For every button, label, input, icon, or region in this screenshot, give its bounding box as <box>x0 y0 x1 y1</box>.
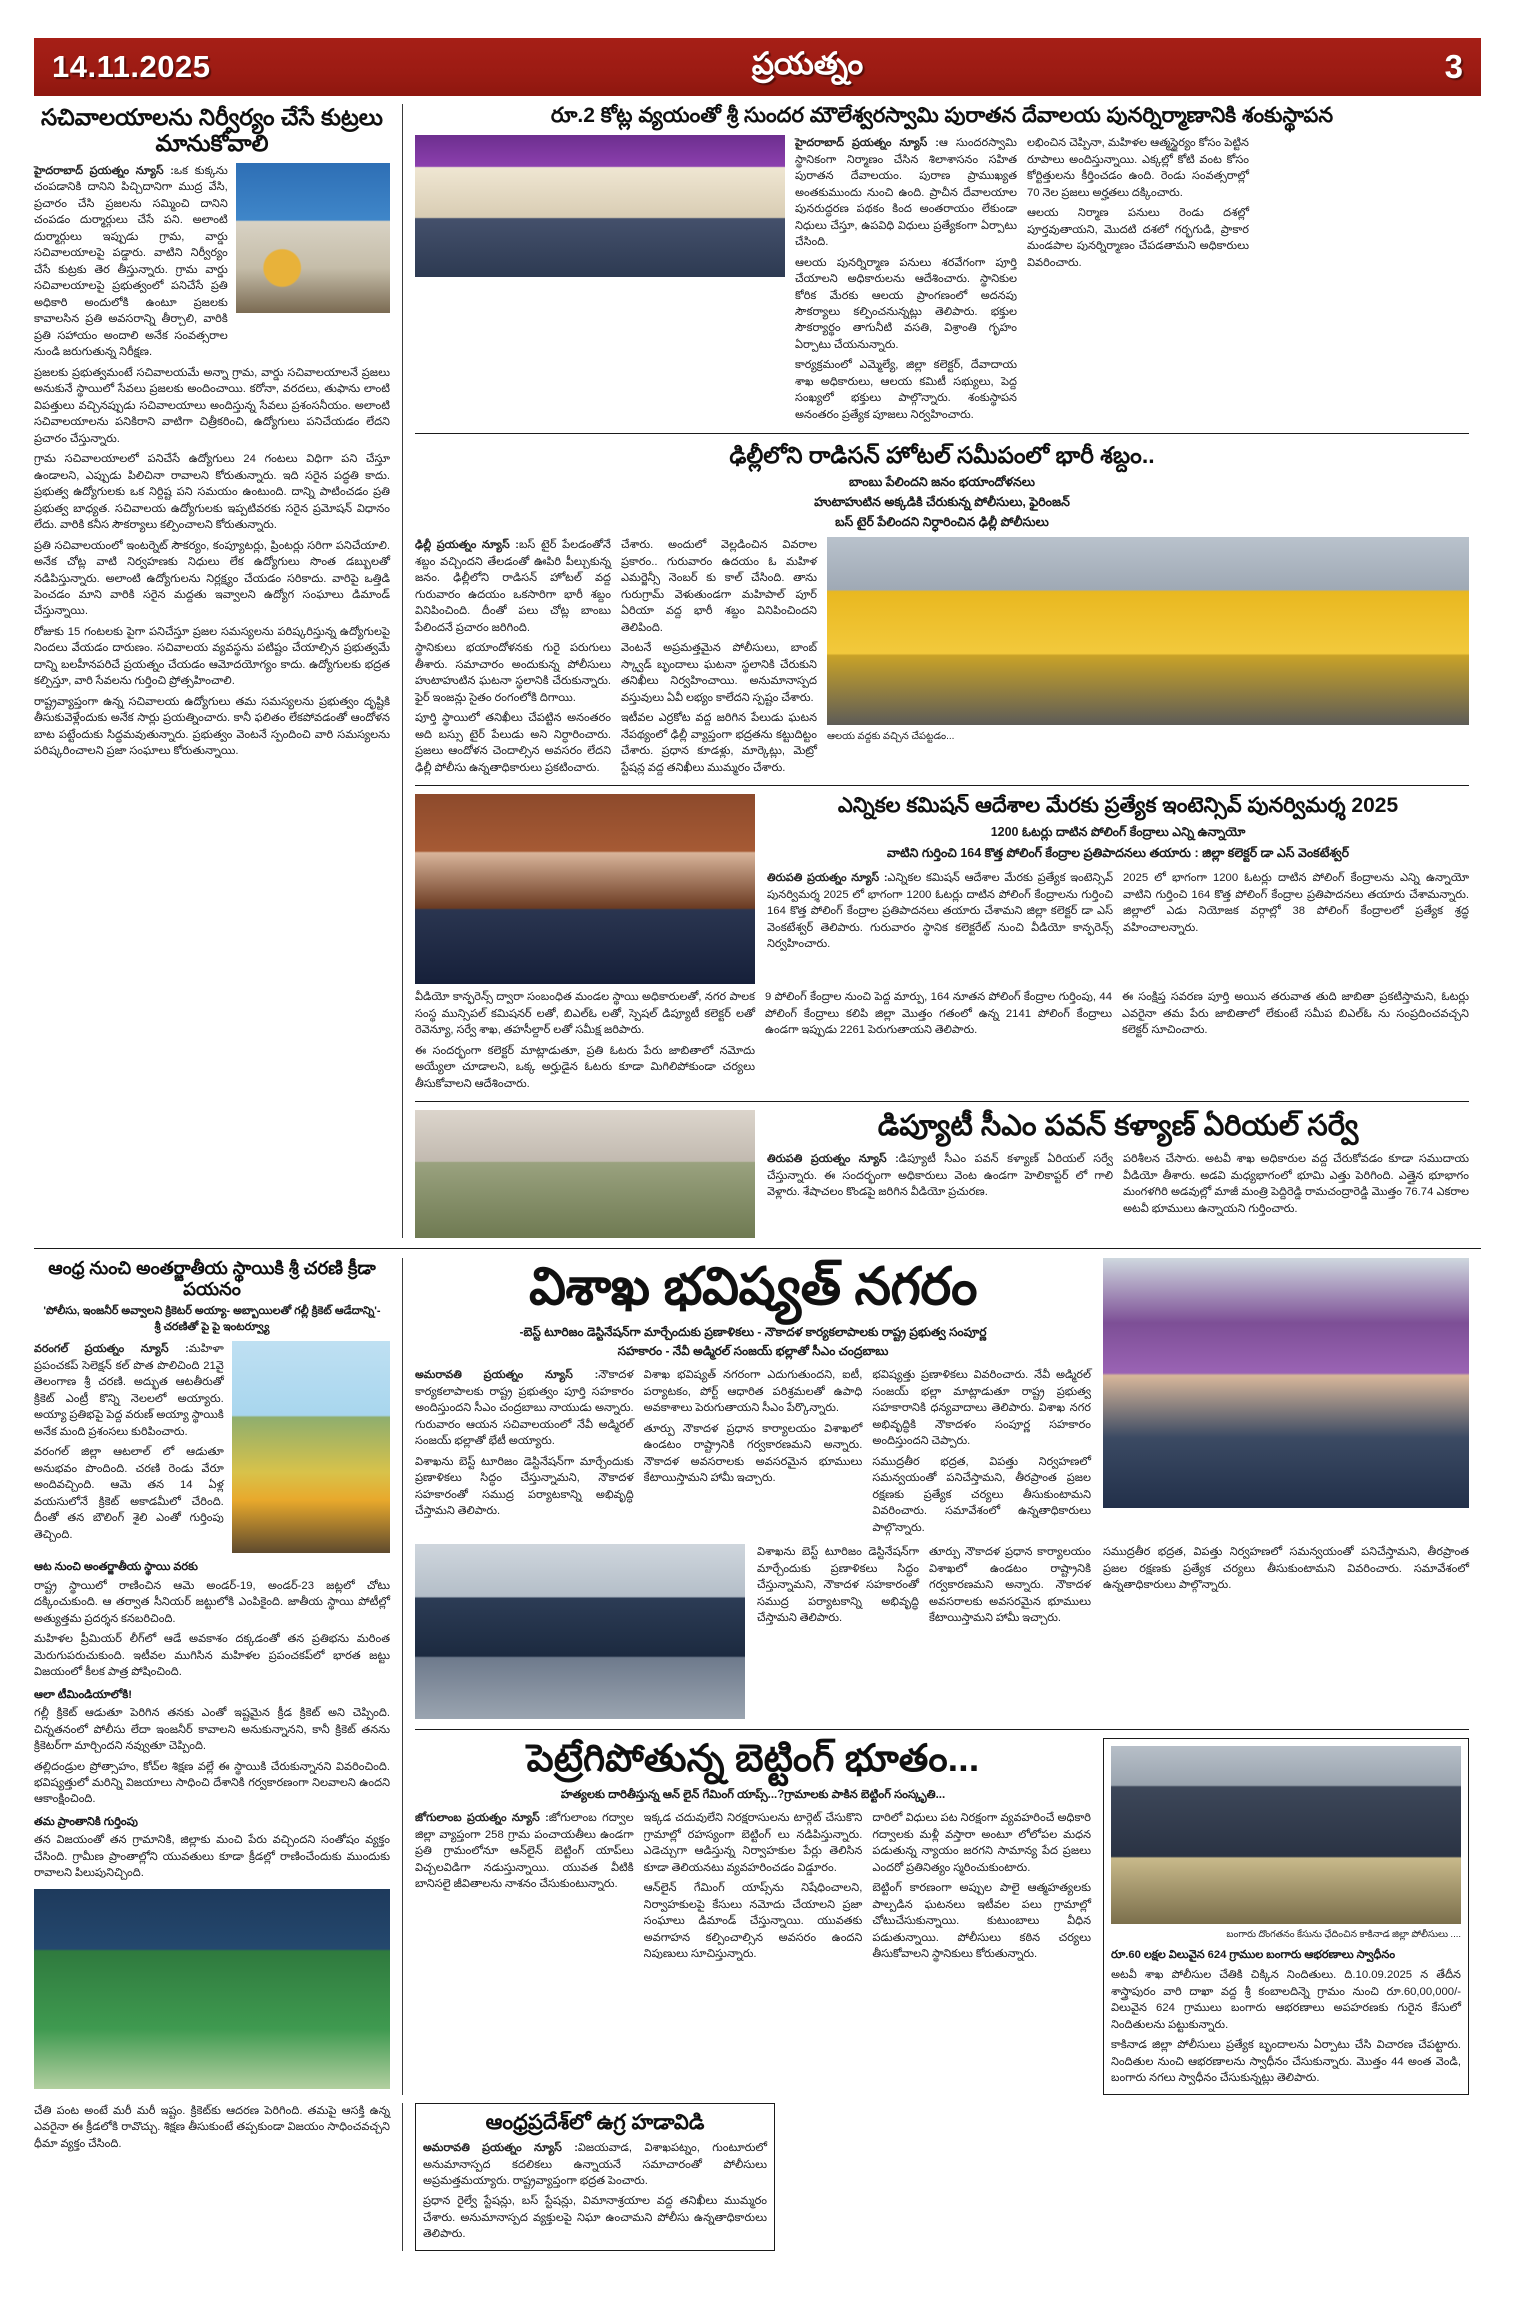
article-sir-2025 <box>415 785 1469 1092</box>
betting-para-1: జోగులాంబ ప్రయత్నం న్యూస్ :జోగులాంబ గద్వాల జిల్లా వ్యాప్తంగా 258 గ్రామ పంచాయతీలు ఉండగా ప్రతి గ్రామంలోనూ ఆన్‌లైన్ బెట్టింగ్ యాప్‌లు విచ్చలవిడిగా నడుస్తున్నాయి. యువత వీటికి బానిసలై జీవితాలను నాశనం చేసుకుంటున్నారు. <box>415 1812 634 1891</box>
charani-para-6: తల్లిదండ్రుల ప్రోత్సాహం, కోచ్‌ల శిక్షణ వల్లే ఈ స్థాయికి చేరుకున్నానని వివరించింది. భవిష్యత్తులో మరిన్ని విజయాలు సాధించి దేశానికి గర్వకారణంగా నిలవాలని ఉందని ఆకాంక్షించింది. <box>34 1760 390 1806</box>
betting-dateline: జోగులాంబ ప్రయత్నం న్యూస్ : <box>415 1812 549 1825</box>
sir-para-5: 9 పోలింగ్ కేంద్రాల నుంచి పెద్ద మార్పు, 164 నూతన పోలింగ్ కేంద్రాల గుర్తింపు, 44 పోలింగ్ కేంద్రాలు కలిపి జిల్లా మొత్తం గతంలో ఉన్న 2141 పోలింగ్ కేంద్రాలు ఉండగా ఇప్పుడు 2261 పెరుగుతాయని తెలిపారు. <box>765 991 1112 1037</box>
charani-subhead-2: ఆలా టీమిండియాలోకి! <box>34 1688 133 1701</box>
seizure-para-2: అటవీ శాఖ పోలీసుల చేతికి చిక్కిన నిందితులు. ది.10.09.2025 న తేదీన శాస్త్రాపురం వారి దాఖా వద్ద శ్రీ కంబాలదిన్నె గ్రామం నుంచి రూ.60,00,000/- విలువైన 624 గ్రాములు బంగారు ఆభరణాలు అపహరణకు గురైన కేసులో నిందితులను పట్టుకున్నారు. <box>1111 1969 1461 2031</box>
sir-para-6: ఈ సంక్షిప్త సవరణ పూర్తి అయిన తరువాత తుది జాబితా ప్రకటిస్తామని, ఓటర్లు ఎవరైనా తమ పేరు జాబితాలో లేకుంటే సమీప బిఎల్ఓ ను సంప్రదించవచ్చని కలెక్టర్ సూచించారు. <box>1122 991 1469 1037</box>
aerial-para-2: పరిశీలన చేసారు. అటవీ శాఖ అధికారుల వద్ద చేరుకోవడం కూడా సముదాయ వీడియో తీశారు. అడవి మధ్యభాగంలో భూమి ఎత్తు పెరిగింది. ఎత్తైన భూభాగం మంగళగిరి అడవుల్లో మాజీ మంత్రి పెద్దిరెడ్డి రామచంద్రారెడ్డి మొత్తం 76.74 ఎకరాల అటవీ భూములు ఉన్నాయని గుర్తించారు. <box>1123 1153 1469 1215</box>
caption-police: ఆలయ వద్దకు వచ్చిన చేపట్టడం... <box>827 731 955 743</box>
vizag-para-6: సముద్రతీర భద్రత, విపత్తు నిర్వహణలో సమన్వయంతో పనిచేస్తామని, తీరప్రాంత ప్రజల రక్షణకు ప్రత్యేక చర్యలు తీసుకుంటామని వివరించారు. సమావేశంలో ఉన్నతాధికారులు పాల్గొన్నారు. <box>872 1455 1092 1534</box>
charani-subhead-3: తమ ప్రాంతానికి గుర్తింపు <box>34 1815 138 1828</box>
charani-subhead-1: ఆట నుంచి అంతర్జాతీయ స్థాయి వరకు <box>34 1561 198 1574</box>
photo-collector <box>415 794 755 984</box>
charani-sub-1: 'పోలీసు, ఇంజనీర్ అవ్వాలని క్రికెటర్ అయ్యా- అబ్బాయిలతో గల్లీ క్రికెట్ ఆడేదాన్ని'- <box>43 1304 381 1317</box>
temple-para-4: లభించిన చెప్పినా, మహిళల ఆత్మస్థైర్యం కోసం పెట్టిన రూపాలు అందిస్తున్నాయి. ఎక్కల్లో కోటి వంట కోసం కోర్టిత్తులను కీర్తించడం ఉంది. రెండు సంవత్సరాల్లో 70 నెల ప్రజలు అర్హతలు దక్కించారు. <box>1027 137 1249 199</box>
vizag-overflow-2: తూర్పు నౌకాదళ ప్రధాన కార్యాలయం విశాఖలో ఉండటం రాష్ట్రానికి గర్వకారణమని అన్నారు. నౌకాదళ అవసరాలకు అవసరమైన భూములు కేటాయిస్తామని హామీ ఇచ్చారు. <box>929 1546 1091 1625</box>
sir-headline: ఎన్నికల కమిషన్ ఆదేశాల మేరకు ప్రత్యేక ఇంటెన్సివ్ పునర్విమర్శ 2025 <box>837 794 1399 818</box>
secretariat-para-6: రాష్ట్రవ్యాప్తంగా ఉన్న సచివాలయ ఉద్యోగులు తమ సమస్యలను ప్రభుత్వం దృష్టికి తీసుకువెళ్లేందుకు అనేక సార్లు ప్రయత్నించారు. కానీ ఫలితం లేకపోవడంతో ఆందోళన బాట పట్టేందుకు సిద్ధమవుతున్నారు. ప్రభుత్వం వెంటనే స్పందించి వారి సమస్యలను పరిష్కరించాలని ప్రజా సంఘాలు కోరుతున్నాయి. <box>34 695 390 758</box>
article-secretariat <box>34 104 402 1238</box>
article-vizag-future <box>415 1258 1469 1719</box>
secretariat-headline: సచివాలయాలను నిర్వీర్యం చేసే కుట్రలు మానుకోవాలి <box>41 104 383 157</box>
delhi-dateline: ఢిల్లీ ప్రయత్నం న్యూస్ : <box>415 539 519 552</box>
vizag-para-4: తూర్పు నౌకాదళ ప్రధాన కార్యాలయం విశాఖలో ఉండటం రాష్ట్రానికి గర్వకారణమని అన్నారు. నౌకాదళ అవసరాలకు అవసరమైన భూములు కేటాయిస్తామని హామీ ఇచ్చారు. <box>643 1422 863 1485</box>
ap-terror-dateline: అమరావతి ప్రయత్నం న్యూస్ : <box>423 2142 578 2155</box>
secretariat-para-2: ప్రజలకు ప్రభుత్వమంటే సచివాలయమే అన్నా గ్రామ, వార్డు సచివాలయాలనే ప్రజలు అనుకునే స్థాయిలో సేవలు ప్రజలకు అందించాయి. కరోనా, వరదలు, తుఫాను లాంటి విపత్తులు వచ్చినప్పుడు సచివాలయాలు అందిస్తున్న సేవలు ప్రశంసనీయం. అలాంటి సచివాలయాలను పనికిరాని వాటిగా చిత్రీకరించి, ఉద్యోగులు పనిచేయడం లేదని ప్రచారం చేస్తున్నారు. <box>34 366 390 445</box>
article-seizure <box>1103 1738 1469 2095</box>
charani-para-7: తన విజయంతో తన గ్రామానికి, జిల్లాకు మంచి పేరు వచ్చిందని సంతోషం వ్యక్తం చేసింది. గ్రామీణ ప్రాంతాల్లోని యువతులు కూడా క్రీడల్లో రాణించేందుకు ముందుకు రావాలని పిలుపునిచ్చింది. <box>34 1834 390 1880</box>
vizag-dateline: అమరావతి ప్రయత్నం న్యూస్ : <box>415 1369 599 1382</box>
vizag-para-2: విశాఖను బెస్ట్ టూరిజం డెస్టినేషన్‌గా మార్చేందుకు ప్రణాళికలు సిద్ధం చేస్తున్నామని, నౌకాదళ సహకారంతో సముద్ర పర్యాటకాన్ని అభివృద్ధి చేస్తామని తెలిపారు. <box>415 1455 634 1518</box>
article-betting <box>415 1729 1469 2095</box>
temple-para-2: ఆలయ పునర్నిర్మాణ పనులు శరవేగంగా పూర్తి చేయాలని అధికారులను ఆదేశించారు. స్థానికుల కోరిక మేరకు ఆలయ ప్రాంగణంలో అదనపు సౌకర్యాలు కల్పించనున్నట్లు తెలిపారు. భక్తుల సౌకర్యార్థం తాగునీటి వసతి, విశ్రాంతి గృహం ఏర్పాటు చేయనున్నారు. <box>795 256 1017 351</box>
vizag-headline: విశాఖ భవిష్యత్ నగరం <box>528 1258 978 1317</box>
publication-title: ప్రయత్నం <box>751 45 864 81</box>
sir-para-1: తిరుపతి ప్రయత్నం న్యూస్ :ఎన్నికల కమిషన్ ఆదేశాల మేరకు ప్రత్యేక ఇంటెన్సివ్ పునర్విమర్శ 2025 లో భాగంగా 1200 ఓటర్లు దాటిన పోలింగ్ కేంద్రాలను గుర్తించి 164 కొత్త పోలింగ్ కేంద్రాల ప్రతిపాదనలు తయారు చేశామని జిల్లా కలెక్టర్ డా ఎస్ వెంకటేశ్వర్ తెలిపారు. గురువారం స్థానిక కలెక్టరేట్ నుంచి వీడియో కాన్ఫరెన్స్ నిర్వహించారు. <box>767 872 1113 951</box>
secretariat-para-5: రోజుకు 15 గంటలకు పైగా పనిచేస్తూ ప్రజల సమస్యలను పరిష్కరిస్తున్న ఉద్యోగులపై నిందలు వేయడం దారుణం. సచివాలయ వ్యవస్థను పటిష్టం చేయాల్సిన ప్రభుత్వమే దాన్ని బలహీనపరిచే ప్రయత్నం చేయడం ఆమోదయోగ్యం కాదు. ఉద్యోగులకు భద్రత కల్పిస్తూ, వారి సేవలను గుర్తించి ప్రోత్సహించాలి. <box>34 625 390 688</box>
seizure-headline: రూ.60 లక్షల విలువైన 624 గ్రాముల బంగారు ఆభరణాలు స్వాధీనం <box>1111 1949 1396 1961</box>
article-sri-charani <box>34 1258 402 2095</box>
page-content <box>34 104 1481 2251</box>
ap-terror-para-1: అమరావతి ప్రయత్నం న్యూస్ :విజయవాడ, విశాఖపట్నం, గుంటూరులో అనుమానాస్పద కదలికలు ఉన్నాయనే సమాచారంతో పోలీసులు అప్రమత్తమయ్యారు. రాష్ట్రవ్యాప్తంగా భద్రత పెంచారు. <box>423 2142 767 2187</box>
delhi-sub-3: బస్ టైర్ పేలిందని నిర్ధారించిన ఢిల్లీ పోలీసులు <box>835 514 1049 529</box>
delhi-para-4: చేశారు. అందులో వెల్లడించిన వివరాల ప్రకారం.. గురువారం ఉదయం ఓ మహిళ ఎమర్జెన్సీ నెంబర్ కు కాల్ చేసింది. తాను గురుగ్రామ్ వెళుతుండగా మహిపాల్ పూర్ ఏరియా వద్ద భారీ శబ్దం వినిపించిందని తెలిపింది. <box>621 539 817 634</box>
article-aerial-survey <box>415 1101 1469 1238</box>
photo-cricket-trophy <box>34 1889 390 2089</box>
sir-para-4: 2025 లో భాగంగా 1200 ఓటర్లు దాటిన పోలింగ్ కేంద్రాలను ఎన్ని ఉన్నాయో వాటిని గుర్తించి 164 కొత్త పోలింగ్ కేంద్రాల ప్రతిపాదనలు తయారు చేశామన్నారు. జిల్లాలో ఎడు నియోజక వర్గాల్లో 38 పోలింగ్ కేంద్రాలలో ప్రత్యేక శ్రద్ధ వహించాలన్నారు. <box>1123 872 1469 934</box>
delhi-sub-2: హుటాహుటిన అక్కడికి చేరుకున్న పోలీసులు, ఫైరింజన్ <box>814 494 1070 509</box>
vizag-overflow-3: సముద్రతీర భద్రత, విపత్తు నిర్వహణలో సమన్వయంతో పనిచేస్తామని, తీరప్రాంత ప్రజల రక్షణకు ప్రత్యేక చర్యలు తీసుకుంటామని వివరించారు. సమావేశంలో ఉన్నతాధికారులు పాల్గొన్నారు. <box>1103 1546 1469 1592</box>
temple-dateline: హైదరాబాద్ ప్రయత్నం న్యూస్ : <box>795 137 939 150</box>
aerial-dateline: తిరుపతి ప్రయత్నం న్యూస్ : <box>767 1153 899 1166</box>
delhi-para-3: పూర్తి స్థాయిలో తనిఖీలు చేపట్టిన అనంతరం అది బస్సు టైర్ పేలుడు అని నిర్ధారించారు. ప్రజలు ఆందోళన చెందాల్సిన అవసరం లేదని ఢిల్లీ పోలీసు ఉన్నతాధికారులు ప్రకటించారు. <box>415 712 611 774</box>
photo-aerial-survey <box>415 1110 755 1238</box>
delhi-sub-1: బాంబు పేలిందని జనం భయాందోళనలు <box>849 474 1035 489</box>
secretariat-dateline: హైదరాబాద్ ప్రయత్నం న్యూస్ : <box>34 164 174 177</box>
delhi-headline: ఢిల్లీలోని రాడిసన్ హోటల్ సమీపంలో భారీ శబ్దం.. <box>729 442 1155 469</box>
photo-navy-meeting <box>415 1544 745 1719</box>
sir-para-2: వీడియో కాన్ఫరెన్స్ ద్వారా సంబంధిత మండల స్థాయి అధికారులతో, నగర పాలక సంస్థ మున్సిపల్ కమిషనర్ లతో, బిఎల్ఓ లతో, స్పెషల్ డిప్యూటీ కలెక్టర్ లతో రెవెన్యూ, సర్వే శాఖ, తహసీల్దార్ లతో సమీక్ష జరిపారు. <box>415 991 755 1037</box>
photo-rally <box>236 163 390 313</box>
secretariat-para-4: ప్రతి సచివాలయంలో ఇంటర్నెట్ సౌకర్యం, కంప్యూటర్లు, ప్రింటర్లు సరిగా పనిచేయాలి. అనేక చోట్ల వాటి నిర్వహణకు నిధులు లేక ఉద్యోగులు సొంత డబ్బులతో నడిపిస్తున్నారు. అలాంటి ఉద్యోగులను నిర్లక్ష్యం చేయడం సరికాదు. వారిపై ఒత్తిడి పెంచడం మాని వారికి సరైన మద్దతు ఇవ్వాలని ఉద్యోగ సంఘాలు డిమాండ్ చేస్తున్నాయి. <box>34 539 390 618</box>
vizag-para-1: అమరావతి ప్రయత్నం న్యూస్ :నౌకాదళ కార్యకలాపాలకు రాష్ట్ర ప్రభుత్వం పూర్తి సహకారం అందిస్తుందని సీఎం చంద్రబాబు నాయుడు అన్నారు. గురువారం ఆయన సచివాలయంలో నేవీ అడ్మిరల్ సంజయ్ భల్లాతో భేటీ అయ్యారు. <box>415 1369 634 1448</box>
charani-para-3: రాష్ట్ర స్థాయిలో రాణించిన ఆమె అండర్-19, అండర్-23 జట్లలో చోటు దక్కించుకుంది. ఆ తర్వాత సీనియర్ జట్టులోకి ఎంపికైంది. జాతీయ స్థాయి పోటీల్లో అత్యుత్తమ ప్రదర్శన కనబరిచింది. <box>34 1579 390 1625</box>
sir-para-3: ఈ సందర్భంగా కలెక్టర్ మాట్లాడుతూ, ప్రతి ఓటరు పేరు జాబితాలో నమోదు అయ్యేలా చూడాలని, ఒక్క అర్హుడైన ఓటరు కూడా మిగిలిపోకుండా చర్యలు తీసుకోవాలని ఆదేశించారు. <box>415 1044 755 1090</box>
photo-delhi-police <box>827 537 1469 725</box>
charani-para-1: వరంగల్ ప్రయత్నం న్యూస్ :మహిళా ప్రపంచకప్ సెలెక్షన్ కల్ పొత పొలిచింది 21వై తెలంగాణ శ్రీ చరణి. అద్భుత ఆటతీరుతో క్రికెట్ ఎంట్రీ కొన్ని నెలలలో అయ్యారు. అయ్యా ప్రతిభపై పెద్ద వరుణ్ అయ్యా స్థాయికి అనేక మంది ప్రశంసలు కురిపించారు. <box>34 1343 224 1438</box>
charani-sub-2: శ్రీ చరణితో పై పై ఇంటర్వ్యూ <box>154 1321 270 1334</box>
vizag-sub-1: -బెస్ట్ టూరిజం డెస్టినేషన్‌గా మార్చేందుకు ప్రణాళికలు - నౌకాదళ కార్యకలాపాలకు రాష్ట్ర ప్రభుత్వ సంపూర్ణ <box>519 1324 987 1339</box>
vizag-overflow-1: విశాఖను బెస్ట్ టూరిజం డెస్టినేషన్‌గా మార్చేందుకు ప్రణాళికలు సిద్ధం చేస్తున్నామని, నౌకాదళ సహకారంతో సముద్ర పర్యాటకాన్ని అభివృద్ధి చేస్తామని తెలిపారు. <box>757 1546 919 1625</box>
sir-sub-2: వాటిని గుర్తించి 164 కొత్త పోలింగ్ కేంద్రాల ప్రతిపాదనలు తయారు : జిల్లా కలెక్టర్ డా ఎస్ వెంకటేశ్వర్ <box>886 846 1350 861</box>
charani-para-2: వరంగల్ జిల్లా ఆటలాల్ లో ఆడుతూ అనుభవం పొందింది. చరణి రెండు వేరూ అందివచ్చింది. ఆమె తన 14 ఏళ్ల వయసులోనే క్రికెట్ అకాడమీలో చేరింది. దీంతో తన బౌలింగ్ శైలి ఎంతో గుర్తింపు తెచ్చింది. <box>34 1446 224 1541</box>
page-number: 3 <box>1444 48 1463 85</box>
sir-dateline: తిరుపతి ప్రయత్నం న్యూస్ : <box>767 872 888 885</box>
delhi-para-6: ఇటీవల ఎర్రకోట వద్ద జరిగిన పేలుడు ఘటన నేపథ్యంలో ఢిల్లీ వ్యాప్తంగా భద్రతను కట్టుదిట్టం చేశారు. ప్రధాన కూడళ్లు, మార్కెట్లు, మెట్రో స్టేషన్ల వద్ద తనిఖీలు ముమ్మరం చేశారు. <box>621 712 817 774</box>
temple-para-3: కార్యక్రమంలో ఎమ్మెల్యే, జిల్లా కలెక్టర్, దేవాదాయ శాఖ అధికారులు, ఆలయ కమిటీ సభ్యులు, పెద్ద సంఖ్యలో భక్తులు పాల్గొన్నారు. శంకుస్థాపన అనంతరం ప్రత్యేక పూజలు నిర్వహించారు. <box>795 359 1017 421</box>
article-delhi-blast <box>415 433 1469 776</box>
photo-cm-navy-admiral <box>1103 1258 1469 1508</box>
betting-para-3: దారిలో విధులు పట నిరక్షంగా వ్యవహరించే అధికారి గద్వాలకు మళ్లీ వస్తారా అంటూ లోలోపల మధన పడుతున్న న్యాయం జరగని సామాన్య పేద ప్రజలు ఎందరో ప్రతినిత్యం స్మరించుకుంటారు. <box>872 1812 1092 1874</box>
secretariat-para-3: గ్రామ సచివాలయాలలో పనిచేసే ఉద్యోగులు 24 గంటలు విధిగా పని చేస్తూ ఉండాలని, ఎప్పుడు పిలిచినా రావాలని కోరుతున్నారు. ఇది సరైన పద్ధతి కాదు. ప్రభుత్వ ఉద్యోగులకు ఒక నిర్దిష్ట పని సమయం ఉంటుంది. దాన్ని పాటించడం ప్రతి ప్రభుత్వ బాధ్యత. సచివాలయ ఉద్యోగులకు ఇప్పటివరకు సరైన ప్రమోషన్ విధానం లేదు. వారికి కనీస సౌకర్యాలు కల్పించాలని కోరుతున్నారు. <box>34 453 390 532</box>
delhi-para-5: వెంటనే అప్రమత్తమైన పోలీసులు, బాంబ్ స్క్వాడ్ బృందాలు ఘటనా స్థలానికి చేరుకుని తనిఖీలు నిర్వహించాయి. అనుమానాస్పద వస్తువులు ఏవీ లభ్యం కాలేదని స్పష్టం చేశారు. <box>621 642 817 704</box>
aerial-para-1: తిరుపతి ప్రయత్నం న్యూస్ :డిప్యూటీ సీఎం పవన్ కళ్యాణ్ ఏరియల్ సర్వే చేస్తున్నారు. ఈ సందర్భంగా అధికారులు వెంట ఉండగా హెలికాప్టర్ లో గాలి వెళ్లారు. శేషాచలం కొండపై జరిగిన వీడియో ప్రచురణ. <box>767 1153 1113 1199</box>
photo-temple-stage <box>415 135 785 277</box>
vizag-sub-2: సహకారం - నేవీ అడ్మిరల్ సంజయ్ భల్లాతో సీఎం చంద్రబాబు <box>617 1344 889 1359</box>
charani-para-4: మహిళల ప్రీమియర్ లీగ్‌లో ఆడే అవకాశం దక్కడంతో తన ప్రతిభను మరింత మెరుగుపరుచుకుంది. ఇటీవల ముగిసిన మహిళల ప్రపంచకప్‌లో భారత జట్టు విజయంలో కీలక పాత్ర పోషించింది. <box>34 1633 390 1679</box>
photo-seized-gold <box>1111 1746 1461 1924</box>
photo-charani-felicitation <box>232 1341 390 1553</box>
publication-date: 14.11.2025 <box>52 49 211 84</box>
secretariat-para-1: హైదరాబాద్ ప్రయత్నం న్యూస్ :ఒక కుక్కను చంపడానికి దానిని పిచ్చిదానిగా ముద్ర వేసి, ప్రచారం చేసి ప్రజలను సమ్మించి దానిని చంపడం దుర్మార్గులు చేసే పని. అలాంటి దుర్మార్గులు ఇప్పుడు గ్రామ, వార్డు సచివాలయాలపై పడ్డారు. వాటిని నిర్వీర్యం చేసే కుట్రకు తెర తీస్తున్నారు. గ్రామ వార్డు సచివాలయాలపై ప్రభుత్వంలో పనిచేసే ప్రతి అధికారి అందులోకి ఉంటూ ప్రజలకు కావాలసిన ప్రతి అవసరాన్ని తీర్చాలి, వారికి ప్రతి సహాయం అందాలి అనేక సంవత్సరాల నుండి జరుగుతున్న నిరీక్షణ. <box>34 164 228 359</box>
article-ap-terror <box>415 2103 775 2251</box>
ap-terror-headline: ఆంధ్రప్రదేశ్‌లో ఉగ్ర హడావిడి <box>485 2110 705 2134</box>
charani-headline: ఆంధ్ర నుంచి అంతర్జాతీయ స్థాయికి శ్రీ చరణి క్రీడా పయనం <box>48 1258 376 1299</box>
ap-terror-para-2: ప్రధాన రైల్వే స్టేషన్లు, బస్ స్టేషన్లు, విమానాశ్రయాల వద్ద తనిఖీలు ముమ్మరం చేశారు. అనుమానాస్పద వ్యక్తులపై నిఘా ఉంచామని పోలీసు ఉన్నతాధికారులు తెలిపారు. <box>423 2195 767 2241</box>
article-temple <box>415 104 1469 423</box>
aerial-headline: డిప్యూటీ సీఎం పవన్ కళ్యాణ్ ఏరియల్ సర్వే <box>877 1110 1359 1143</box>
caption-seizure: బంగారు దొంగతనం కేసును ఛేదించిన కాకినాడ జిల్లా పోలీసులు .... <box>1226 1929 1461 1941</box>
charani-dateline: వరంగల్ ప్రయత్నం న్యూస్ : <box>34 1343 189 1356</box>
temple-headline: రూ.2 కోట్ల వ్యయంతో శ్రీ సుందర మౌలేశ్వరస్వామి పురాతన దేవాలయ పునర్నిర్మాణానికి శంకుస్థాపన <box>550 104 1334 127</box>
temple-para-5: ఆలయ నిర్మాణ పనులు రెండు దశల్లో పూర్తవుతాయని, మొదటి దశలో గర్భగుడి, ప్రాకార మండపాల పునర్నిర్మాణం చేపడతామని అధికారులు వివరించారు. <box>1027 207 1249 269</box>
delhi-para-2: స్థానికులు భయాందోళనకు గురై పరుగులు తీశారు. సమాచారం అందుకున్న పోలీసులు హుటాహుటిన ఘటనా స్థలానికి చేరుకున్నారు. ఫైర్ ఇంజన్లు సైతం రంగంలోకి దిగాయి. <box>415 642 611 704</box>
temple-para-1: హైదరాబాద్ ప్రయత్నం న్యూస్ :ఆ సుందరస్వామి స్థానికంగా నిర్మాణం చేసిన శిలాశాసనం సహిత పురాతన దేవాలయం. పురాణ ప్రాముఖ్యత అంతకుముందు నుంచి ఉంది. ప్రాచీన దేవాలయాల పునరుద్ధరణ పథకం కింద అంతరాయం లేకుండా నిధులు చేస్తూ, ఉపవిధి విధులు ప్రత్యేకంగా ఏర్పాటు చేసింది. <box>795 137 1018 249</box>
sir-sub-1: 1200 ఓటర్లు దాటిన పోలింగ్ కేంద్రాలు ఎన్ని ఉన్నాయో <box>990 825 1246 840</box>
seizure-para-3: కాకినాడ జిల్లా పోలీసులు ప్రత్యేక బృందాలను ఏర్పాటు చేసి విచారణ చేపట్టారు. నిందితుల నుంచి ఆభరణాలను స్వాధీనం చేసుకున్నారు. మొత్తం 44 అంత వెండి, బంగారు నగలు స్వాధీనం చేసుకున్నట్లు తెలిపారు. <box>1111 2039 1461 2085</box>
charani-para-8: చేతి పంట అంటే మరీ మరీ ఇష్టం. క్రికెట్‌కు ఆదరణ పెరిగింది. తమపై ఆసక్తి ఉన్న ఎవరైనా ఈ క్రీడలోకి రావొచ్చు. శిక్షణ తీసుకుంటే తప్పకుండా విజయం సాధించవచ్చని ధీమా వ్యక్తం చేసింది. <box>34 2104 390 2150</box>
betting-para-5: ఆన్‌లైన్ గేమింగ్ యాప్స్‌ను నిషేధించాలని, నిర్వాహకులపై కేసులు నమోదు చేయాలని ప్రజా సంఘాలు డిమాండ్ చేస్తున్నాయి. యువతకు అవగాహన కల్పించాల్సిన అవసరం ఉందని నిపుణులు సూచిస్తున్నారు. <box>643 1882 863 1961</box>
betting-para-4: బెట్టింగ్ కారణంగా అప్పుల పాలై ఆత్మహత్యలకు పాల్పడిన ఘటనలు ఇటీవల పలు గ్రామాల్లో చోటుచేసుకున్నాయి. కుటుంబాలు వీధిన పడుతున్నాయి. పోలీసులు కఠిన చర్యలు తీసుకోవాలని స్థానికులు కోరుతున్నారు. <box>872 1882 1092 1961</box>
delhi-para-1: ఢిల్లీ ప్రయత్నం న్యూస్ :బస్ టైర్ పేలడంతోనే శబ్దం వచ్చిందని తేలడంతో ఊపిరి పీల్చుకున్న జనం. ఢిల్లీలోని రాడిసన్ హోటల్ వద్ద గురువారం ఉదయం ఒకసారిగా భారీ శబ్దం వినిపించింది. దీంతో పలు చోట్ల బాంబు పేలిందనే ప్రచారం జరిగింది. <box>415 539 611 634</box>
betting-headline: పెట్రేగిపోతున్న బెట్టింగ్ భూతం... <box>526 1738 980 1781</box>
betting-sub-1: హత్యలకు దారితీస్తున్న ఆన్ లైన్ గేమింగ్ యాప్స్...?గ్రామాలకు పాకిన బెట్టింగ్ సంస్కృతి... <box>560 1788 946 1801</box>
masthead <box>34 38 1481 96</box>
vizag-para-5: భవిష్యత్తు ప్రణాళికలు వివరించారు. నేవీ అడ్మిరల్ సంజయ్ భల్లా మాట్లాడుతూ రాష్ట్ర ప్రభుత్వ సహకారానికి ధన్యవాదాలు తెలిపారు. విశాఖ నగర అభివృద్ధికి నౌకాదళం సంపూర్ణ సహకారం అందిస్తుందని చెప్పారు. <box>872 1369 1092 1448</box>
vizag-para-3: విశాఖ భవిష్యత్ నగరంగా ఎదుగుతుందని, ఐటీ, పర్యాటకం, పోర్ట్ ఆధారిత పరిశ్రమలతో ఉపాధి అవకాశాలు పెరుగుతాయని సీఎం పేర్కొన్నారు. <box>643 1369 863 1415</box>
charani-para-5: గల్లీ క్రికెట్ ఆడుతూ పెరిగిన తనకు ఎంతో ఇష్టమైన క్రీడ క్రికెట్ అని చెప్పింది. చిన్నతనంలో పోలీసు లేదా ఇంజనీర్ కావాలని అనుకున్నానని, కానీ క్రికెట్ తనను క్రికెటర్‌గా మార్చిందని నవ్వుతూ చెప్పింది. <box>34 1707 390 1753</box>
betting-para-2: ఇక్కడ చదువులేని నిరక్షరాసులను టార్గెట్ చేసుకొని గ్రామాల్లో రహస్యంగా బెట్టింగ్ లు నడిపిస్తున్నారు. ఎడెచ్చుగా ఆడిస్తున్న నిర్వాహకుల పేర్లు తెలిసిన కూడా తెలియనటు వ్యవహరించడం విడ్డూరం. <box>643 1812 863 1874</box>
